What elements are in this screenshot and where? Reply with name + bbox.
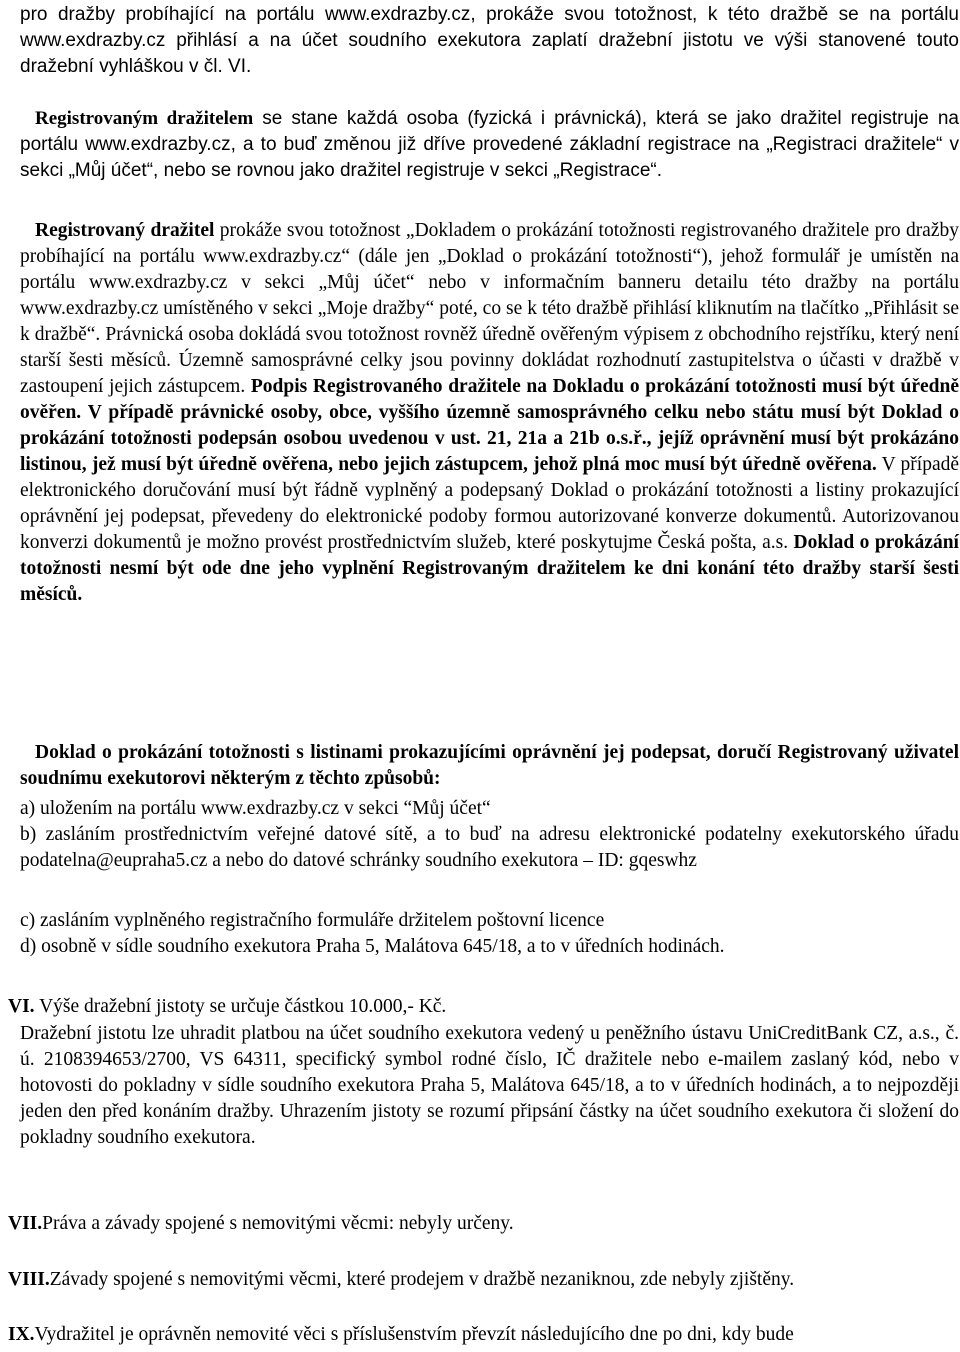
section-vi-title: Výše dražební jistoty se určuje částkou 10.000,- Kč. bbox=[39, 996, 447, 1017]
registration-text-1: se stane každá osoba (fyzická i právnická), která se jako dražitel registruje na portálu bbox=[20, 108, 959, 155]
identity-proof-paragraph bbox=[20, 218, 959, 608]
section-viii bbox=[8, 1267, 958, 1293]
registered-bidder-term: Registrovaným dražitelem bbox=[35, 108, 254, 129]
section-vii bbox=[8, 1211, 958, 1237]
section-vii-number: VII. bbox=[8, 1213, 43, 1234]
registration-text-2: , a to buď změnou již dříve provedené základní registrace na „Registraci dražitele“ v sekci „Můj účet“, nebo se rovnou jako dražitel registruje v sekci „Registrace“. bbox=[20, 134, 959, 181]
section-ix-text: Vydražitel je oprávněn nemovité věci s příslušenstvím převzít následujícího dne po dni, kdy bude bbox=[34, 1324, 794, 1345]
section-vi-body: Dražební jistotu lze uhradit platbou na účet soudního exekutora vedený u peněžního ústavu UniCreditBank CZ, a.s., č. ú. 2108394653/2700, VS 64311, specifický symbol rodné číslo, IČ dražitele nebo e-mailem zaslaný kód, nebo v hotovosti do pokladny v sídle soudního exekutora Praha 5, Malátova 645/18, a to v úředních hodinách, a to nejpozději jeden den před konáním dražby. Uhrazením jistoty se rozumí připsání částky na účet soudního exekutora či složení do pokladny soudního exekutora. bbox=[20, 1023, 959, 1148]
registered-bidder-bold: Registrovaný dražitel bbox=[35, 220, 215, 241]
section-ix-number: IX. bbox=[8, 1324, 35, 1345]
identity-proof-text: prokáže svou totožnost „Dokladem o prokázání totožnosti registrovaného dražitele pro dražby probíhající na portálu www.exdrazby.cz“ (dále jen „Doklad o prokázání totožnosti“), jehož formulář je umístěn na portálu www.exdrazby.cz v sekci „Můj účet“ nebo v informačním banneru detailu této dražby na portálu www.exdrazby.cz umístěného v sekci „Moje dražby“ poté, co se k této dražbě přihlásí kliknutím na tlačítko „Přihlásit se k dražbě“. Právnická osoba dokládá svou totožnost rovněž úředně ověřeným výpisem z obchodního rejstříku, který není starší šesti měsíců. Územně samosprávné celky jsou povinny dokládat rozhodnutí zastupitelstva o účasti v dražbě v zastoupení jejich zástupcem. bbox=[20, 220, 959, 397]
delivery-heading-text: Doklad o prokázání totožnosti s listinami prokazujícími oprávnění jej podepsat, doručí Registrovaný uživatel soudnímu exekutorovi některým z těchto způsobů: bbox=[20, 742, 959, 789]
section-viii-text: Závady spojené s nemovitými věcmi, které prodejem v dražbě nezaniknou, zde nebyly zjištěny. bbox=[49, 1269, 795, 1290]
intro-paragraph: pro dražby probíhající na portálu www.exdrazby.cz, prokáže svou totožnost, k této dražbě se na portálu www.exdrazby.cz přihlásí a na účet soudního exekutora zaplatí dražební jistotu ve výši stanovené touto dražební vyhláškou v čl. VI. bbox=[20, 4, 959, 77]
section-viii-number: VIII. bbox=[8, 1269, 50, 1290]
section-ix bbox=[8, 1322, 958, 1348]
delivery-option-b: b) zasláním prostřednictvím veřejné datové sítě, a to buď na adresu elektronické podatelny exekutorského úřadu podatelna@eupraha5.cz a nebo do datové schránky soudního exekutora – ID: gqeswhz bbox=[20, 824, 959, 871]
registration-paragraph bbox=[20, 106, 959, 184]
section-vii-text: Práva a závady spojené s nemovitými věcmi: nebyly určeny. bbox=[42, 1213, 514, 1234]
delivery-option-a: a) uložením na portálu www.exdrazby.cz v sekci “Můj účet“ bbox=[20, 798, 491, 819]
validity-bold: Doklad o prokázání totožnosti nesmí být ode dne jeho vyplnění Registrovaným dražitelem ke dni konání této dražby starší šesti měsíců. bbox=[20, 532, 959, 605]
signature-verification-bold: Podpis Registrovaného dražitele na Dokladu o prokázání totožnosti musí být úředně ověřen. V případě právnické osoby, obce, vyššího územně samosprávného celku nebo státu musí být Doklad o prokázání totožnosti podepsán osobou uvedenou v ust. 21, 21a a 21b o.s.ř., jejíž oprávnění musí být prokázáno listinou, jež musí být úředně ověřena, nebo jejich zástupcem, jehož plná moc musí být úředně ověřena. bbox=[20, 376, 960, 475]
portal-link[interactable]: www.exdrazby.cz bbox=[85, 134, 231, 155]
electronic-delivery-text: V případě elektronického doručování musí být řádně vyplněný a podepsaný Doklad o prokázání totožnosti a listiny prokazující oprávnění jej podepsat, převedeny do elektronické podoby formou autorizované konverze dokumentů. Autorizovanou konverzi dokumentů je možno provést prostřednictvím služeb, které poskytujme Česká pošta, a.s. bbox=[20, 454, 960, 553]
delivery-option-d: d) osobně v sídle soudního exekutora Praha 5, Malátova 645/18, a to v úředních hodinách. bbox=[20, 936, 725, 957]
delivery-heading bbox=[20, 740, 959, 792]
delivery-option-c: c) zasláním vyplněného registračního formuláře držitelem poštovní licence bbox=[20, 910, 605, 931]
section-vi-number: VI. bbox=[8, 996, 35, 1017]
section-vi-heading bbox=[8, 994, 958, 1020]
